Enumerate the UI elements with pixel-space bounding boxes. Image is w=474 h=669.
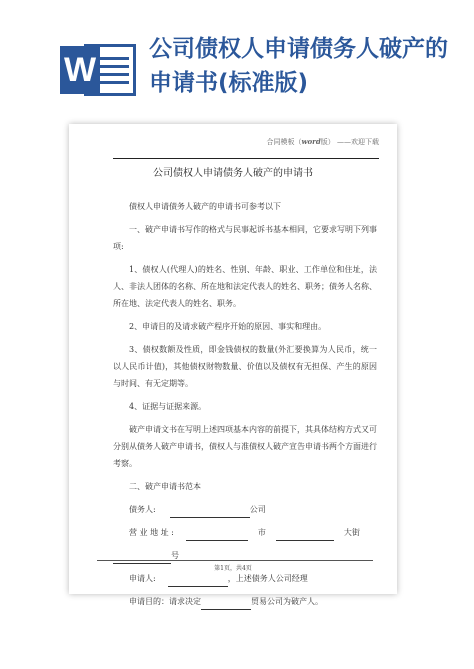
applicant-line: 申请人: ，上述债务人公司经理 xyxy=(113,570,377,587)
word-document-icon xyxy=(60,44,136,96)
blank-field xyxy=(276,529,334,541)
purpose-line: 申请目的：请求决定 贸易公司为破产人。 xyxy=(113,593,377,610)
paragraph: 破产申请文书在写明上述四项基本内容的前提下，其具体结构方式又可分别从债务人破产申请书，债权人与准债权人破产宣告申请书两个方面进行考察。 xyxy=(113,425,377,468)
page-number: 第1页，共4页 xyxy=(214,565,252,572)
header-rule xyxy=(113,158,379,159)
paragraph: 2、申请目的及请求破产程序开始的原因、事实和理由。 xyxy=(129,322,327,331)
paragraph: 二、破产申请书范本 xyxy=(129,482,201,491)
blank-field xyxy=(201,598,251,610)
page-title: 公司债权人申请债务人破产的申请书(标准版) xyxy=(149,36,448,96)
address-line: 营 业 地 址 : 市 大街 xyxy=(113,524,377,541)
paragraph: 1、债权人(代理人)的姓名、性别、年龄、职业、工作单位和住址，法人、非法人团体的名称、所在地和法定代表人的姓名、职务；债务人名称、所在地、法定代表人的姓名、职务。 xyxy=(113,265,377,308)
paragraph: 3、债权数额及性质，即金钱债权的数量(外汇要换算为人民币，统一以人民币计值)，其他债权财物数量、价值以及债权有无担保、产生的原因与时间、有无定期等。 xyxy=(113,345,377,388)
document-title: 公司债权人申请债务人破产的申请书 xyxy=(153,168,313,179)
paragraph: 债权人申请债务人破产的申请书可参考以下 xyxy=(129,202,281,211)
number-line: 号 xyxy=(113,547,377,564)
blank-field xyxy=(168,575,228,587)
paragraph: 4、证据与证据来源。 xyxy=(129,402,207,411)
footer-rule xyxy=(97,560,373,561)
word-logo: W xyxy=(60,46,100,94)
blank-field xyxy=(186,529,248,541)
document-page-preview[interactable] xyxy=(69,124,397,606)
document-body xyxy=(113,198,377,616)
blank-field xyxy=(170,506,250,518)
template-note: 合同模板（word版） ——欢迎下载 xyxy=(266,137,379,146)
page-header xyxy=(0,0,474,98)
paragraph: 一、破产申请书写作的格式与民事起诉书基本相同，它要求写明下列事项: xyxy=(113,225,377,251)
debtor-line: 债务人: 公司 xyxy=(113,501,377,518)
